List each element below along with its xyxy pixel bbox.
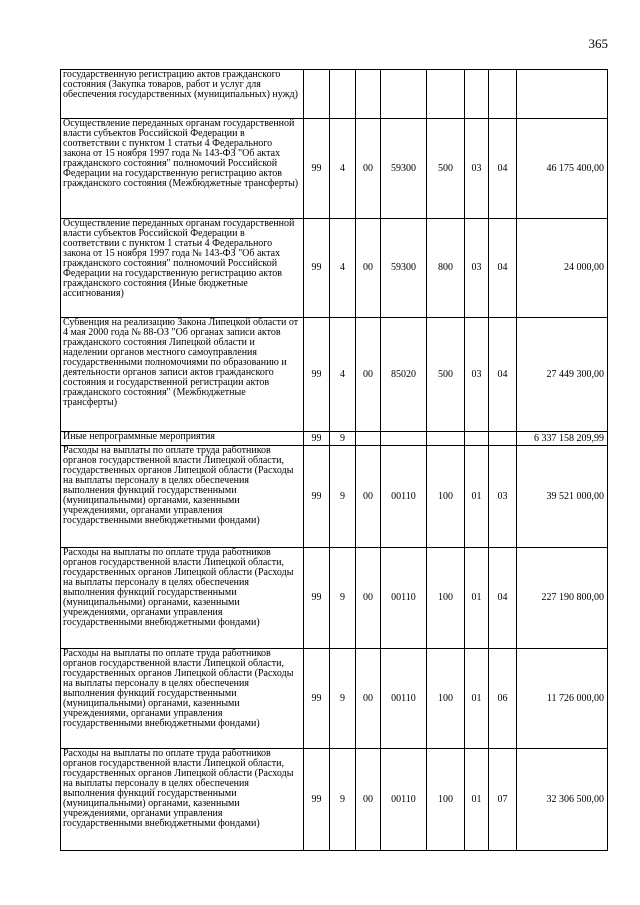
main-activity-code: 00 [356, 219, 381, 318]
program-code: 99 [304, 119, 330, 219]
expense-type-code: 800 [427, 219, 465, 318]
program-code: 99 [304, 446, 330, 548]
table-row [61, 649, 608, 749]
subprogram-code: 9 [330, 446, 356, 548]
subsection-code: 04 [489, 548, 517, 649]
program-code [304, 70, 330, 119]
subprogram-code: 9 [330, 649, 356, 749]
section-code: 03 [465, 119, 489, 219]
subsection-code: 03 [489, 446, 517, 548]
direction-code: 59300 [381, 119, 427, 219]
subsection-code: 07 [489, 749, 517, 851]
amount: 227 190 800,00 [517, 548, 608, 649]
subprogram-code [330, 70, 356, 119]
direction-code: 85020 [381, 318, 427, 432]
program-code: 99 [304, 749, 330, 851]
row-description: Расходы на выплаты по оплате труда работников органов государственной власти Липецкой области, государственных органов Липецкой области (Расходы на выплаты персоналу в целях обеспечения выполнения функций государственными (муниципальными) органами, казенными учреждениями, органами управления государственными внебюджетными фондами) [61, 548, 304, 649]
program-code: 99 [304, 649, 330, 749]
main-activity-code: 00 [356, 318, 381, 432]
subsection-code [489, 70, 517, 119]
expense-type-code: 100 [427, 446, 465, 548]
expense-type-code: 500 [427, 318, 465, 432]
expense-type-code [427, 70, 465, 119]
subsection-code: 04 [489, 318, 517, 432]
section-code [465, 432, 489, 446]
row-description: Расходы на выплаты по оплате труда работников органов государственной власти Липецкой области, государственных органов Липецкой области (Расходы на выплаты персоналу в целях обеспечения выполнения функций государственными (муниципальными) органами, казенными учреждениями, органами управления государственными внебюджетными фондами) [61, 649, 304, 749]
row-description: Расходы на выплаты по оплате труда работников органов государственной власти Липецкой области, государственных органов Липецкой области (Расходы на выплаты персоналу в целях обеспечения выполнения функций государственными (муниципальными) органами, казенными учреждениями, органами управления государственными внебюджетными фондами) [61, 749, 304, 851]
program-code: 99 [304, 432, 330, 446]
expense-type-code: 500 [427, 119, 465, 219]
direction-code: 00110 [381, 548, 427, 649]
section-code: 01 [465, 446, 489, 548]
table-row [61, 318, 608, 432]
amount [517, 70, 608, 119]
direction-code [381, 432, 427, 446]
section-code: 01 [465, 548, 489, 649]
amount: 27 449 300,00 [517, 318, 608, 432]
main-activity-code [356, 432, 381, 446]
subprogram-code: 9 [330, 548, 356, 649]
amount: 24 000,00 [517, 219, 608, 318]
section-code: 03 [465, 219, 489, 318]
row-description: Иные непрограммные мероприятия [61, 432, 304, 446]
main-activity-code: 00 [356, 119, 381, 219]
amount: 11 726 000,00 [517, 649, 608, 749]
table-row [61, 219, 608, 318]
table-row [61, 70, 608, 119]
expense-type-code: 100 [427, 548, 465, 649]
subprogram-code: 4 [330, 318, 356, 432]
main-activity-code: 00 [356, 649, 381, 749]
main-activity-code: 00 [356, 548, 381, 649]
expense-type-code [427, 432, 465, 446]
direction-code: 59300 [381, 219, 427, 318]
expense-type-code: 100 [427, 749, 465, 851]
direction-code: 00110 [381, 649, 427, 749]
direction-code: 00110 [381, 749, 427, 851]
amount: 6 337 158 209,99 [517, 432, 608, 446]
subprogram-code: 9 [330, 432, 356, 446]
expense-type-code: 100 [427, 649, 465, 749]
page-number: 365 [588, 36, 608, 51]
main-activity-code: 00 [356, 446, 381, 548]
direction-code [381, 70, 427, 119]
program-code: 99 [304, 548, 330, 649]
row-description: Расходы на выплаты по оплате труда работников органов государственной власти Липецкой области, государственных органов Липецкой области (Расходы на выплаты персоналу в целях обеспечения выполнения функций государственными (муниципальными) органами, казенными учреждениями, органами управления государственными внебюджетными фондами) [61, 446, 304, 548]
amount: 39 521 000,00 [517, 446, 608, 548]
main-activity-code [356, 70, 381, 119]
table-row [61, 548, 608, 649]
section-code: 03 [465, 318, 489, 432]
subprogram-code: 4 [330, 119, 356, 219]
direction-code: 00110 [381, 446, 427, 548]
table-row [61, 749, 608, 851]
section-code: 01 [465, 649, 489, 749]
table-row [61, 119, 608, 219]
subsection-code: 06 [489, 649, 517, 749]
program-code: 99 [304, 219, 330, 318]
subsection-code [489, 432, 517, 446]
row-description: Субвенция на реализацию Закона Липецкой области от 4 мая 2000 года № 88-ОЗ "Об органах записи актов гражданского состояния Липецкой области и наделении органов местного самоуправления государственными полномочиями по образованию и деятельности органов записи актов гражданского состояния и государственной регистрации актов гражданского состояния" (Межбюджетные трансферты) [61, 318, 304, 432]
subprogram-code: 4 [330, 219, 356, 318]
table-row [61, 446, 608, 548]
row-description: Осуществление переданных органам государственной власти субъектов Российской Федерации в соответствии с пунктом 1 статьи 4 Федерального закона от 15 ноября 1997 года № 143-ФЗ "Об актах гражданского состояния" полномочий Российской Федерации на государственную регистрацию актов гражданского состояния (Межбюджетные трансферты) [61, 119, 304, 219]
row-description: Осуществление переданных органам государственной власти субъектов Российской Федерации в соответствии с пунктом 1 статьи 4 Федерального закона от 15 ноября 1997 года № 143-ФЗ "Об актах гражданского состояния" полномочий Российской Федерации на государственную регистрацию актов гражданского состояния (Иные бюджетные ассигнования) [61, 219, 304, 318]
section-code: 01 [465, 749, 489, 851]
subsection-code: 04 [489, 219, 517, 318]
section-code [465, 70, 489, 119]
row-description: государственную регистрацию актов гражданского состояния (Закупка товаров, работ и услуг для обеспечения государственных (муниципальных) нужд) [61, 70, 304, 119]
budget-table [60, 69, 608, 851]
subsection-code: 04 [489, 119, 517, 219]
subprogram-code: 9 [330, 749, 356, 851]
amount: 46 175 400,00 [517, 119, 608, 219]
main-activity-code: 00 [356, 749, 381, 851]
table-row [61, 432, 608, 446]
amount: 32 306 500,00 [517, 749, 608, 851]
program-code: 99 [304, 318, 330, 432]
